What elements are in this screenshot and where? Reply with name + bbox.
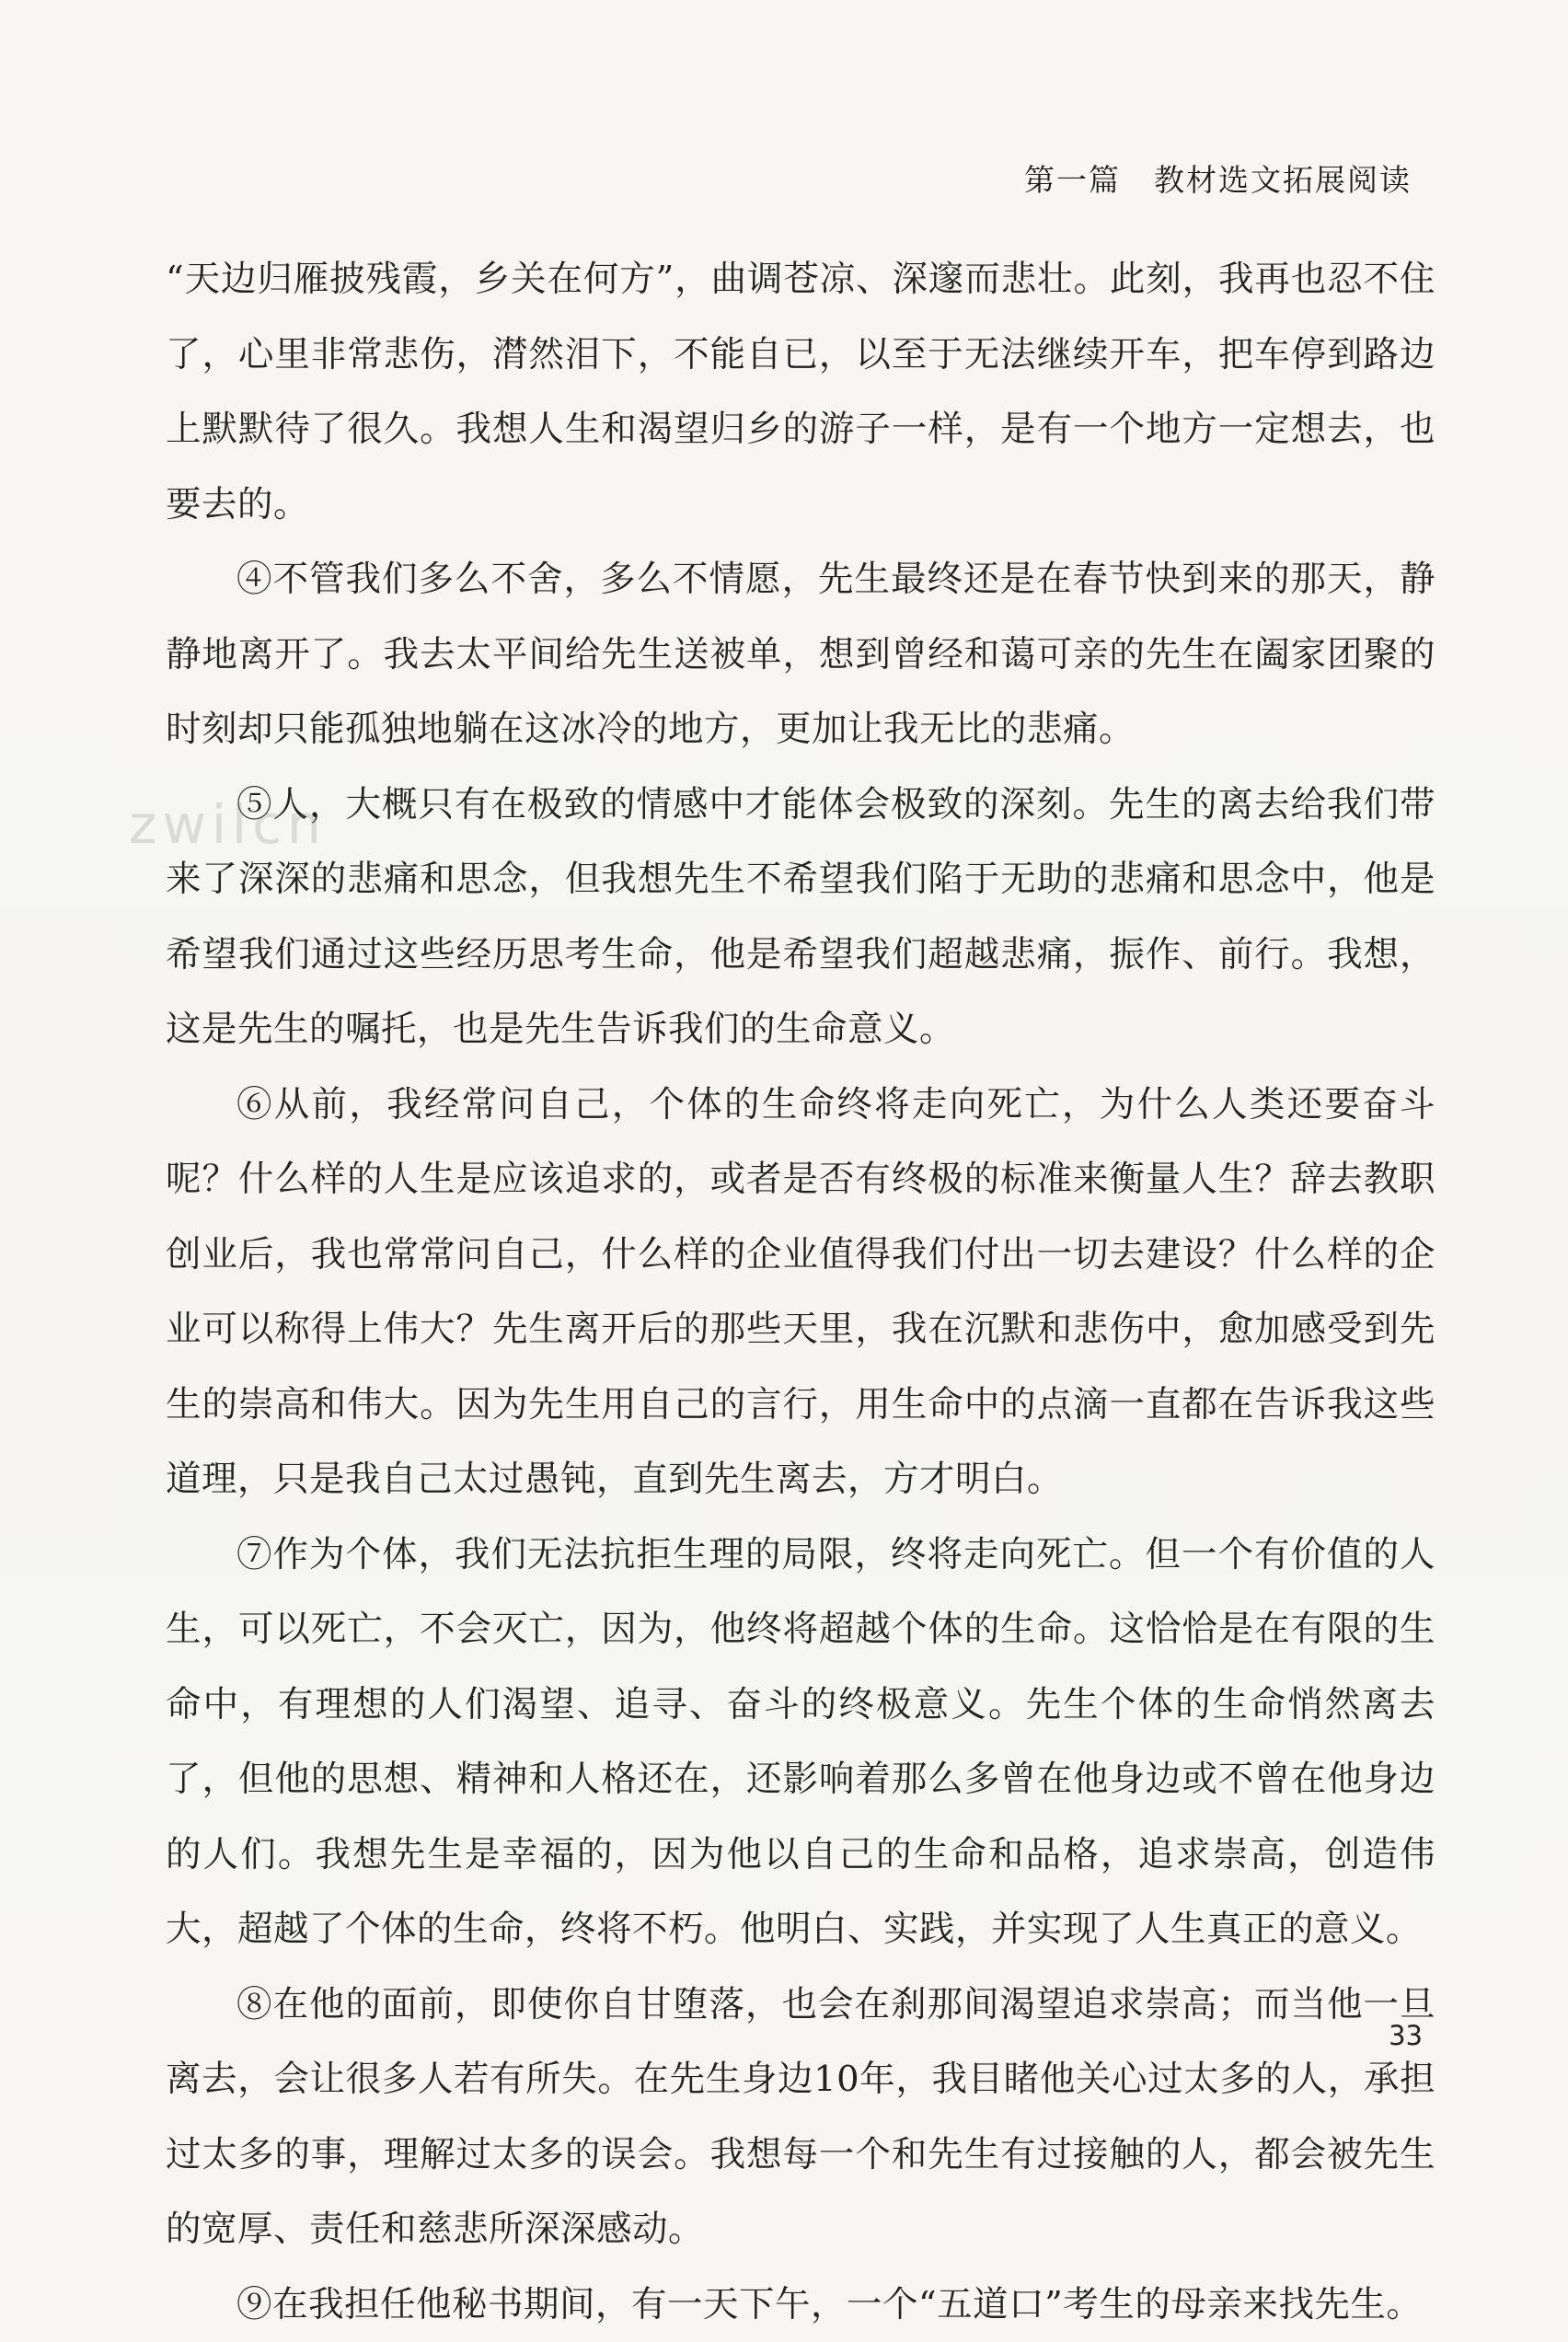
paragraph-6: ⑥从前，我经常问自己，个体的生命终将走向死亡，为什么人类还要奋斗呢？什么样的人生是应该追求的，或者是否有终极的标准来衡量人生？辞去教职创业后，我也常常问自己，什么样的企业值得我们付出一切去建设？什么样的企业可以称得上伟大？先生离开后的那些天里，我在沉默和悲伤中，愈加感受到先生的崇高和伟大。因为先生用自己的言行，用生命中的点滴一直都在告诉我这些道理，只是我自己太过愚钝，直到先生离去，方才明白。 xyxy=(166,1067,1435,1517)
paragraph-9: ⑨在我担任他秘书期间，有一天下午，一个“五道口”考生的母亲来找先生。 xyxy=(166,2267,1435,2342)
paragraph-7: ⑦作为个体，我们无法抗拒生理的局限，终将走向死亡。但一个有价值的人生，可以死亡，不会灭亡，因为，他终将超越个体的生命。这恰恰是在有限的生命中，有理想的人们渴望、追寻、奋斗的终极意义。先生个体的生命悄然离去了，但他的思想、精神和人格还在，还影响着那么多曾在他身边或不曾在他身边的人们。我想先生是幸福的，因为他以自己的生命和品格，追求崇高，创造伟大，超越了个体的生命，终将不朽。他明白、实践，并实现了人生真正的意义。 xyxy=(166,1517,1435,1967)
header-part: 第一篇 xyxy=(1024,162,1121,198)
watermark: zwilcn xyxy=(129,793,327,856)
paragraph-8: ⑧在他的面前，即使你自甘堕落，也会在刹那间渴望追求崇高；而当他一旦离去，会让很多人若有所失。在先生身边10年，我目睹他关心过太多的人，承担过太多的事，理解过太多的误会。我想每一个和先生有过接触的人，都会被先生的宽厚、责任和慈悲所深深感动。 xyxy=(166,1967,1435,2267)
header-section: 教材选文拓展阅读 xyxy=(1154,162,1412,198)
running-header xyxy=(1024,156,1412,200)
paragraph-continued: “天边归雁披残霞，乡关在何方”，曲调苍凉、深邃而悲壮。此刻，我再也忍不住了，心里非常悲伤，潸然泪下，不能自已，以至于无法继续开车，把车停到路边上默默待了很久。我想人生和渴望归乡的游子一样，是有一个地方一定想去，也要去的。 xyxy=(166,242,1435,542)
page-number: 33 xyxy=(1389,2020,1423,2051)
body-text xyxy=(166,242,1435,2342)
paragraph-4: ④不管我们多么不舍，多么不情愿，先生最终还是在春节快到来的那天，静静地离开了。我去太平间给先生送被单，想到曾经和蔼可亲的先生在阖家团聚的时刻却只能孤独地躺在这冰冷的地方，更加让我无比的悲痛。 xyxy=(166,542,1435,767)
paragraph-5: ⑤人，大概只有在极致的情感中才能体会极致的深刻。先生的离去给我们带来了深深的悲痛和思念，但我想先生不希望我们陷于无助的悲痛和思念中，他是希望我们通过这些经历思考生命，他是希望我们超越悲痛，振作、前行。我想，这是先生的嘱托，也是先生告诉我们的生命意义。 xyxy=(166,767,1435,1067)
